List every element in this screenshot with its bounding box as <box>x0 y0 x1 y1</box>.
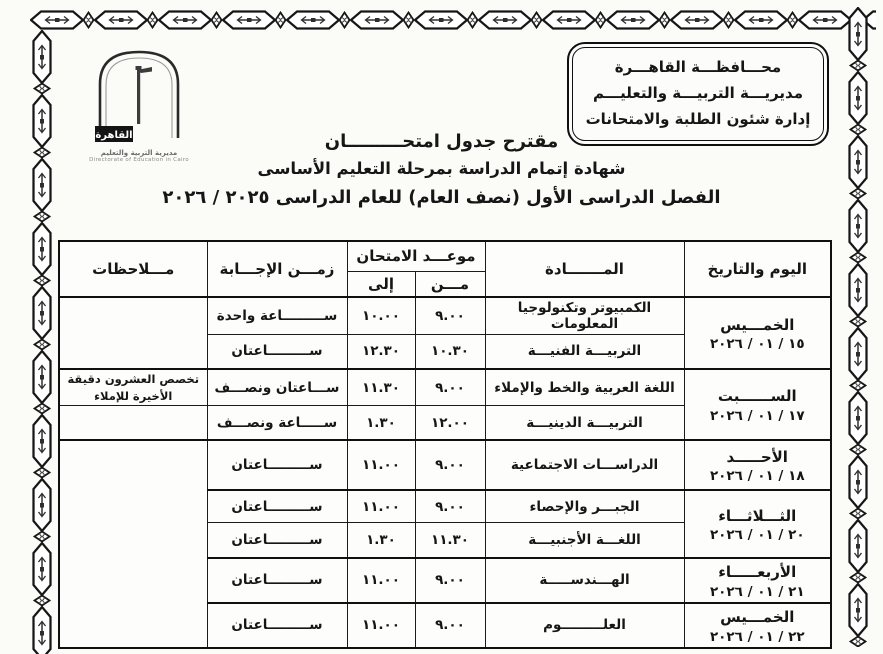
header-duration: زمـــن الإجـــابة <box>207 241 347 297</box>
day-date: ١٧ / ٠١ / ٢٠٢٦ <box>709 407 805 424</box>
day-date: ١٥ / ٠١ / ٢٠٢٦ <box>709 336 805 353</box>
day-date: ١٨ / ٠١ / ٢٠٢٦ <box>709 468 805 485</box>
exam-schedule-table-wrap <box>58 240 832 649</box>
duration-cell: ســـــــــاعتان <box>207 558 347 603</box>
time-to-cell: ١٢.٣٠ <box>347 334 415 369</box>
time-from-cell: ١٢.٠٠ <box>415 406 485 440</box>
subject-cell: التربيـــة الدينيـــة <box>485 406 684 440</box>
day-cell <box>684 297 831 369</box>
notes-cell <box>59 297 207 369</box>
duration-cell: ســـــــــاعتان <box>207 440 347 490</box>
administration-name: إدارة شئون الطلبة والامتحانات <box>585 109 811 128</box>
day-name: الخمـــيس <box>720 315 795 334</box>
duration-cell: ســـــــــاعتان <box>207 523 347 558</box>
time-to-cell: ١١.٠٠ <box>347 490 415 523</box>
time-from-cell: ٩.٠٠ <box>415 369 485 406</box>
title-semester-year: الفصل الدراسى الأول (نصف العام) للعام الدراسى ٢٠٢٥ / ٢٠٢٦ <box>162 187 721 208</box>
governorate-name: محـــافظـــة القاهـــرة <box>614 58 782 76</box>
day-cell <box>684 490 831 558</box>
exam-schedule-table <box>58 240 832 649</box>
time-from-cell: ٩.٠٠ <box>415 490 485 523</box>
time-to-cell: ١.٣٠ <box>347 406 415 440</box>
logo-city-label: القاهرة <box>95 130 133 141</box>
subject-cell: العلـــــــــوم <box>485 603 684 648</box>
cairo-arch-logo-icon <box>84 40 194 144</box>
day-name: الثـــلاثـــاء <box>718 506 797 525</box>
duration-cell: ســـــــــاعتان <box>207 603 347 648</box>
duration-cell: ســـــاعة ونصـــف <box>207 406 347 440</box>
time-from-cell: ٩.٠٠ <box>415 297 485 334</box>
time-from-cell: ١٠.٣٠ <box>415 334 485 369</box>
letterhead-box-inner <box>572 47 824 141</box>
day-date: ٢٢ / ٠١ / ٢٠٢٦ <box>709 628 805 645</box>
document-titles <box>0 131 883 208</box>
duration-cell: ســـــــــاعتان <box>207 490 347 523</box>
ornamental-border-right <box>845 7 871 647</box>
ornamental-border-top <box>30 7 876 33</box>
duration-cell: ســـــــــاعة واحدة <box>207 297 347 334</box>
day-name: الخمـــيس <box>720 608 795 627</box>
time-from-cell: ١١.٣٠ <box>415 523 485 558</box>
subject-cell: الدراســـات الاجتماعية <box>485 440 684 490</box>
header-day-date: اليوم والتاريخ <box>684 241 831 297</box>
header-from: مـــن <box>415 271 485 297</box>
duration-cell: ســـــــــاعتان <box>207 334 347 369</box>
logo-org-arabic: مديرية التربية والتعليم <box>100 149 178 157</box>
time-from-cell: ٩.٠٠ <box>415 440 485 490</box>
title-proposed-schedule: مقترح جدول امتحـــــــــان <box>324 131 559 152</box>
subject-cell: الجبـــر والإحصاء <box>485 490 684 523</box>
table-row <box>59 440 831 490</box>
notes-cell <box>59 406 207 440</box>
time-to-cell: ١١.٣٠ <box>347 369 415 406</box>
day-date: ٢١ / ٠١ / ٢٠٢٦ <box>709 583 805 600</box>
header-to: إلى <box>347 271 415 297</box>
time-from-cell: ٩.٠٠ <box>415 558 485 603</box>
title-certificate: شهادة إتمام الدراسة بمرحلة التعليم الأساسى <box>257 159 626 178</box>
logo-org-english: Directorate of Education in Cairo <box>89 157 189 163</box>
subject-cell: اللغة العربية والخط والإملاء <box>485 369 684 406</box>
table-row <box>59 369 831 406</box>
time-to-cell: ١١.٠٠ <box>347 440 415 490</box>
day-date: ٢٠ / ٠١ / ٢٠٢٦ <box>709 527 805 544</box>
day-cell <box>684 603 831 648</box>
subject-cell: التربيـــة الفنيـــة <box>485 334 684 369</box>
day-name: الأحـــــد <box>726 447 788 466</box>
day-cell <box>684 369 831 440</box>
time-from-cell: ٩.٠٠ <box>415 603 485 648</box>
duration-cell: ســـاعتان ونصـــف <box>207 369 347 406</box>
day-cell <box>684 440 831 490</box>
time-to-cell: ١.٣٠ <box>347 523 415 558</box>
notes-cell: تخصص العشرون دقيقة الأخيرة للإملاء <box>59 369 207 406</box>
time-to-cell: ١١.٠٠ <box>347 558 415 603</box>
notes-cell <box>59 440 207 648</box>
header-notes: مـــلاحظات <box>59 241 207 297</box>
header-subject: المـــــــادة <box>485 241 684 297</box>
directorate-name: مديريـــة التربيـــة والتعليـــم <box>592 83 803 102</box>
subject-cell: اللغـــة الأجنبيـــة <box>485 523 684 558</box>
day-name: الســــــبت <box>717 387 797 406</box>
day-name: الأربعـــــاء <box>718 563 797 582</box>
table-row <box>59 297 831 334</box>
time-to-cell: ١١.٠٠ <box>347 603 415 648</box>
subject-cell: الهـــندســـــة <box>485 558 684 603</box>
subject-cell: الكمبيوتر وتكنولوجيا المعلومات <box>485 297 684 334</box>
header-exam-time: موعـــد الامتحان <box>347 241 485 271</box>
time-to-cell: ١٠.٠٠ <box>347 297 415 334</box>
ornamental-border-left <box>29 30 55 654</box>
day-cell <box>684 558 831 603</box>
